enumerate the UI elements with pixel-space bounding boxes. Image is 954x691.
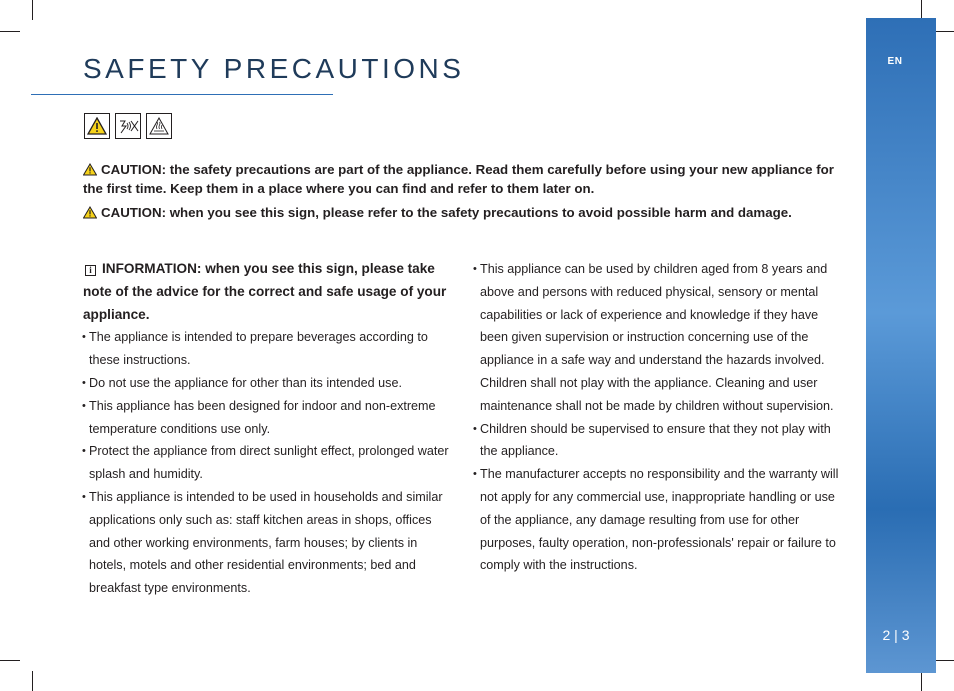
language-label: EN [887, 56, 903, 67]
list-item: • The manufacturer accepts no responsibility and the warranty will not apply for any commercial use, inappropriate handling or use of the appliance, any damage resulting from use for other purposes, faulty operation, non-professionals' repair or failure to comply with the instructions. [474, 463, 844, 577]
caution-paragraph [83, 203, 843, 222]
warning-triangle-icon [84, 113, 110, 139]
left-column [83, 258, 455, 600]
left-bullet-list [83, 326, 455, 600]
crop-mark [0, 31, 20, 32]
information-text: INFORMATION: when you see this sign, please take note of the advice for the correct and safe usage of your appliance. [83, 261, 447, 322]
caution-text: CAUTION: when you see this sign, please refer to the safety precautions to avoid possible harm and damage. [101, 205, 792, 220]
crop-mark [921, 671, 922, 691]
list-item: • Children should be supervised to ensure that they not play with the appliance. [474, 418, 844, 464]
warning-triangle-icon [83, 206, 97, 219]
crop-mark [934, 660, 954, 661]
page-title: SAFETY PRECAUTIONS [83, 53, 465, 84]
information-icon: i [85, 265, 96, 276]
symbol-row [84, 113, 172, 139]
list-item: • This appliance is intended to be used in households and similar applications only such as: staff kitchen areas in shops, offices and other working environments, farm houses; by clients in hotels, motels and other residential environments; bed and breakfast type environments. [83, 486, 455, 600]
list-item: • The appliance is intended to prepare beverages according to these instructions. [83, 326, 455, 372]
list-item: • This appliance has been designed for indoor and non-extreme temperature conditions use only. [83, 395, 455, 441]
electric-shock-water-icon [115, 113, 141, 139]
crop-mark [32, 0, 33, 20]
crop-mark [921, 0, 922, 20]
page-numbers: 2 | 3 [882, 627, 910, 643]
language-sidebar [866, 18, 936, 673]
caution-paragraph [83, 160, 843, 198]
list-item: • Do not use the appliance for other than its intended use. [83, 372, 455, 395]
warning-triangle-icon [83, 163, 97, 176]
caution-text: CAUTION: the safety precautions are part of the appliance. Read them carefully before using your new appliance for the first time. Keep them in a place where you can find and refer to them later on. [83, 162, 834, 196]
information-heading [83, 258, 455, 326]
title-underline [31, 94, 333, 95]
crop-mark [934, 31, 954, 32]
crop-mark [32, 671, 33, 691]
right-column [474, 258, 844, 577]
list-item: • This appliance can be used by children aged from 8 years and above and persons with reduced physical, sensory or mental capabilities or lack of experience and knowledge if they have been given supervision or instruction concerning use of the appliance in a safe way and understand the hazards involved. Children shall not play with the appliance. Cleaning and user maintenance shall not be made by children without supervision. [474, 258, 844, 418]
right-bullet-list [474, 258, 844, 577]
hot-surface-icon [146, 113, 172, 139]
list-item: • Protect the appliance from direct sunlight effect, prolonged water splash and humidity. [83, 440, 455, 486]
crop-mark [0, 660, 20, 661]
